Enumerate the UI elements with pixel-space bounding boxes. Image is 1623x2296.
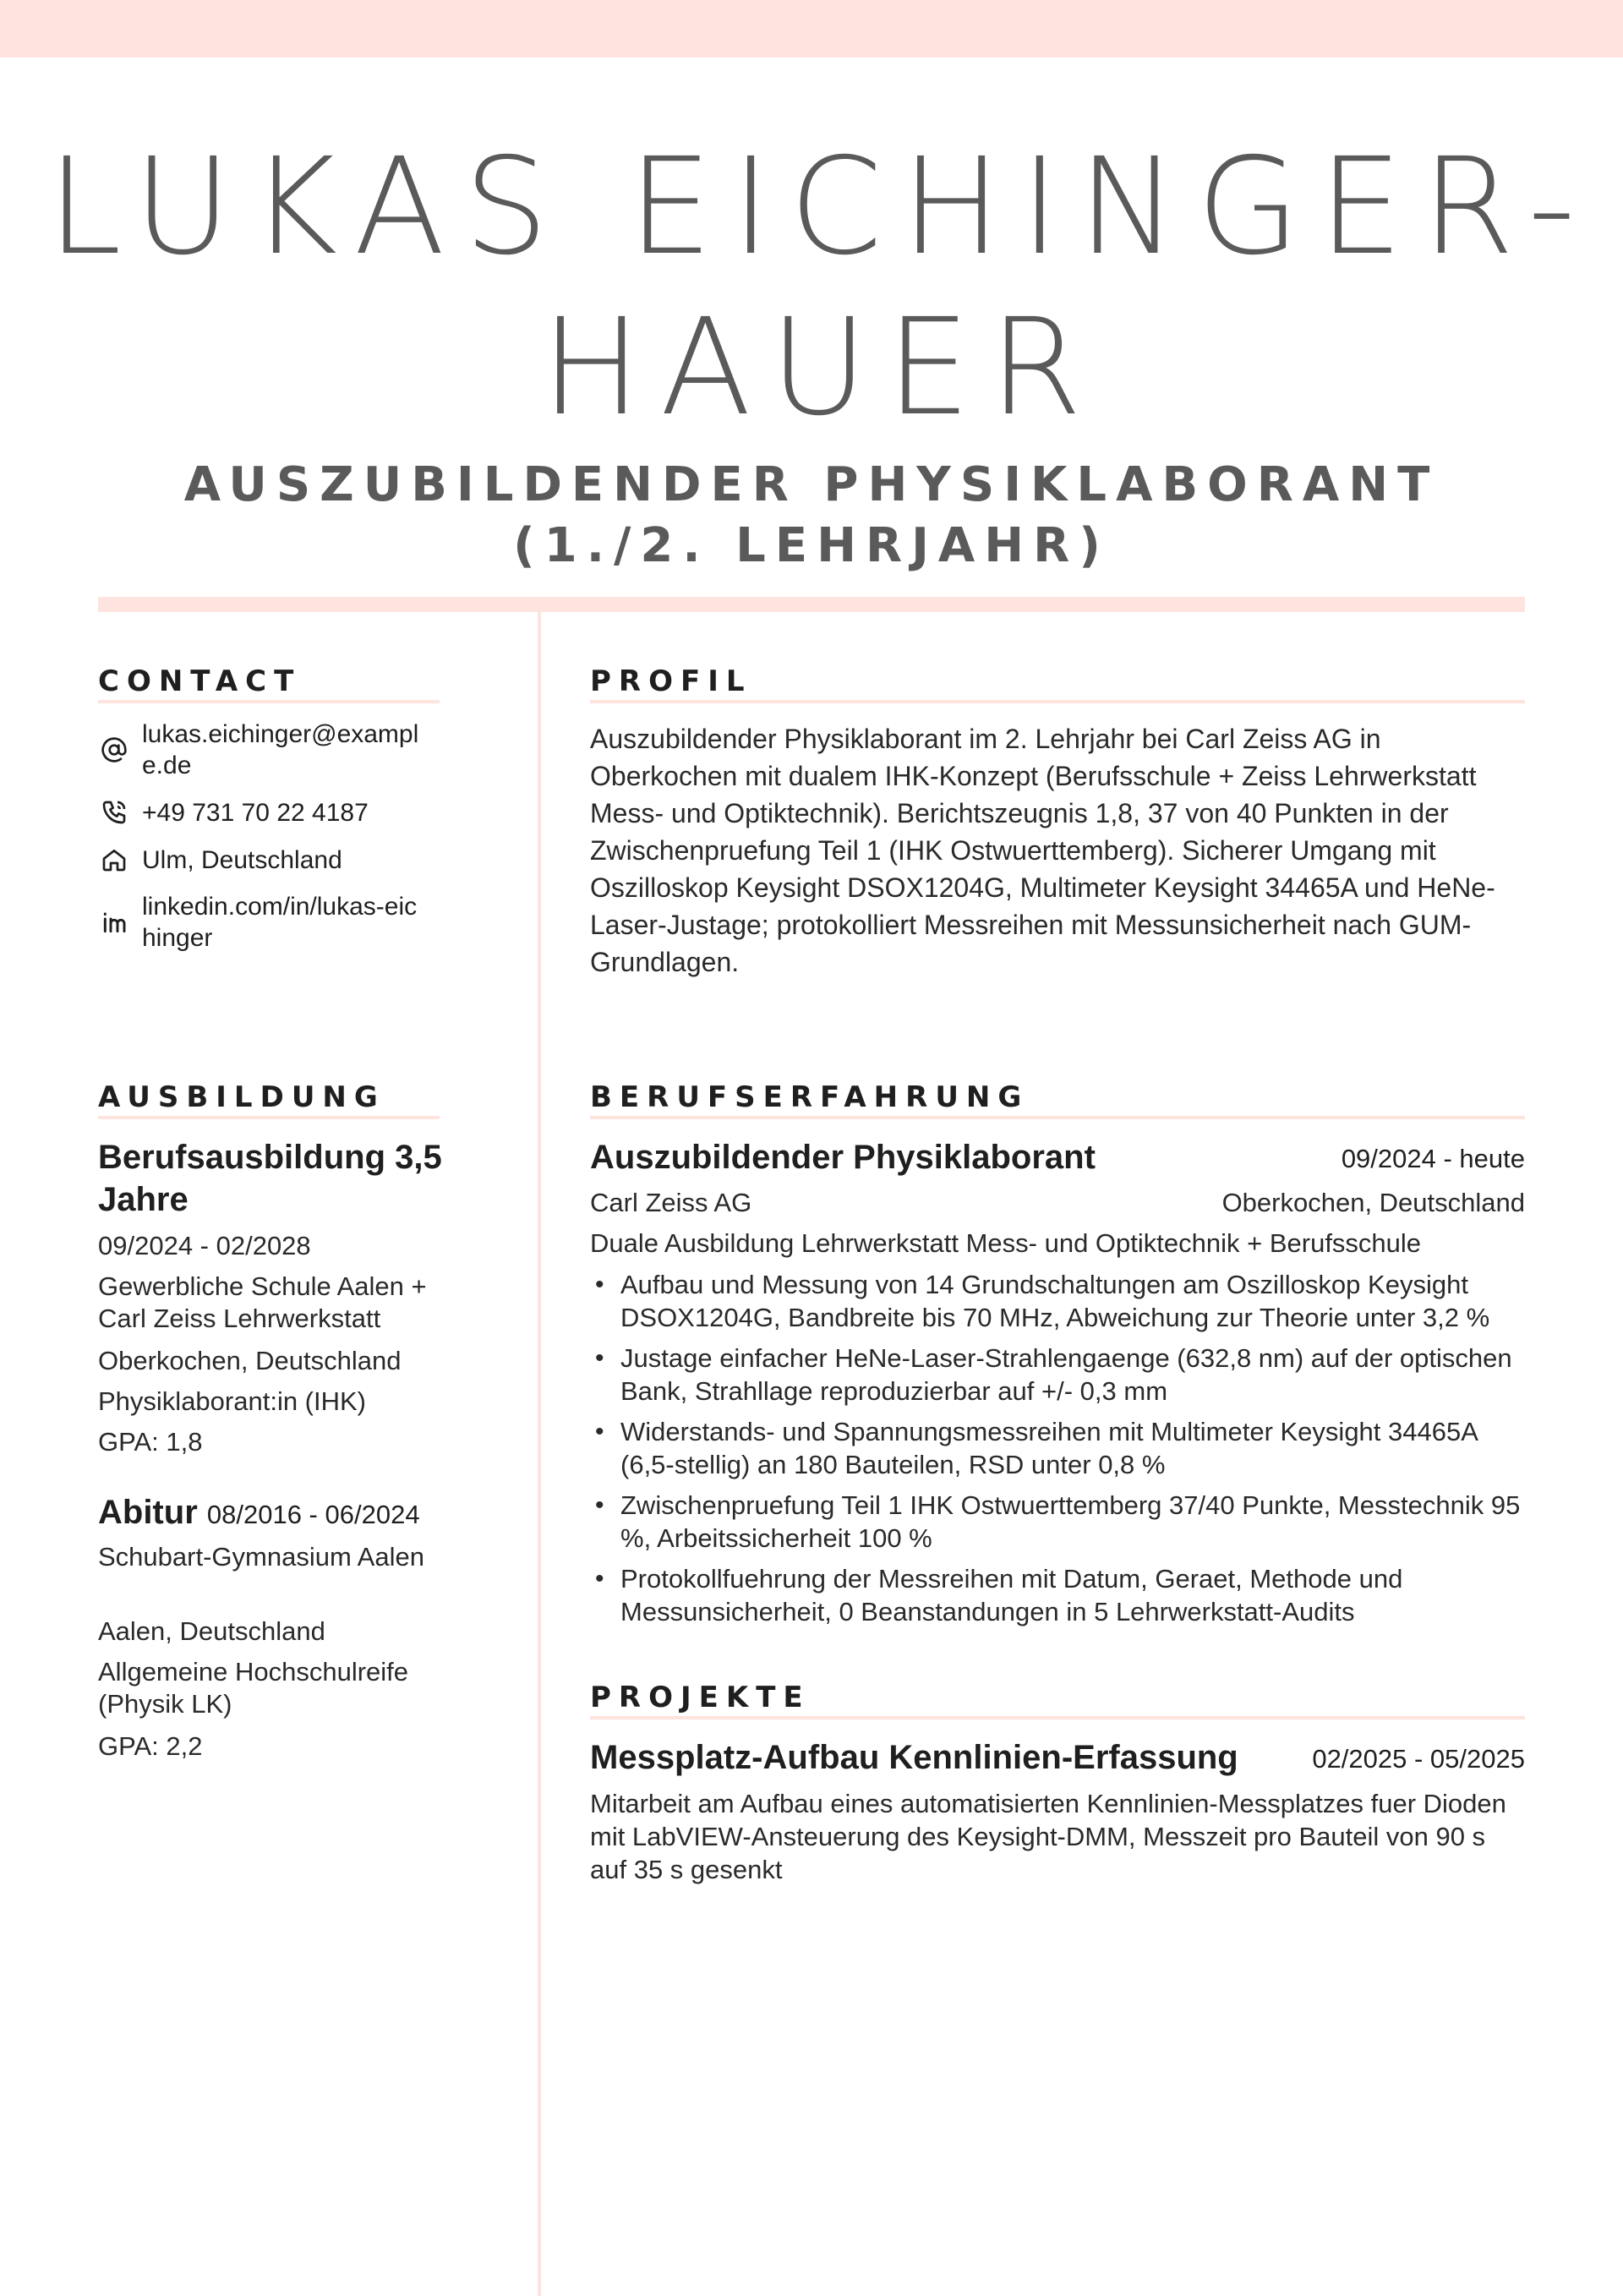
home-icon [98, 844, 130, 876]
berufserfahrung-heading: BERUFSERFAHRUNG [590, 1080, 1525, 1119]
project-date: 02/2025 - 05/2025 [1312, 1744, 1525, 1774]
job-bullet: • Widerstands- und Spannungsmessreihen mit Multimeter Keysight 34465A (6,5-stellig) an 180 Bauteilen, RSD unter 0,8 % [590, 1415, 1525, 1481]
contact-heading: CONTACT [98, 664, 440, 703]
phone-text: +49 731 70 22 4187 [142, 798, 369, 827]
job-location: Oberkochen, Deutschland [1221, 1188, 1525, 1217]
column-divider [538, 612, 541, 2296]
job-date: 09/2024 - heute [1341, 1144, 1525, 1173]
contact-phone[interactable] [98, 796, 453, 828]
profil-text: Auszubildender Physiklaborant im 2. Lehrjahr bei Carl Zeiss AG in Oberkochen mit dualem IHK-Konzept (Berufsschule + Zeiss Lehrwerkstatt Mess- und Optiktechnik). Berichtszeugnis 1,8, 37 von 40 Punkten in der Zwischenpruefung Teil 1 (IHK Ostwuerttemberg). Sicherer Umgang mit Oszilloskop Keysight DSOX1204G, Multimeter Keysight 34465A und HeNe-Laser-Justage; protokolliert Messreihen mit Messunsicherheit nach GUM-Grundlagen. [590, 724, 1495, 977]
edu-degree-2: Allgemeine Hochschulreife (Physik LK) [98, 1657, 409, 1719]
email-text: lukas.eichinger@example.de [142, 720, 419, 779]
job-bullets [590, 1268, 1525, 1636]
edu-date-2: 08/2016 - 06/2024 [206, 1500, 420, 1529]
job-summary: Duale Ausbildung Lehrwerkstatt Mess- und Optiktechnik + Berufsschule [590, 1228, 1422, 1258]
ausbildung-heading: AUSBILDUNG [98, 1080, 440, 1119]
edu-title-2: Abitur [98, 1494, 198, 1531]
edu-location-1: Oberkochen, Deutschland [98, 1346, 402, 1375]
job-title: Auszubildender Physiklaborant [590, 1139, 1096, 1176]
at-icon [98, 734, 130, 766]
job-bullet: • Protokollfuehrung der Messreihen mit Datum, Geraet, Methode und Messunsicherheit, 0 Beanstandungen in 5 Lehrwerkstatt-Audits [590, 1562, 1525, 1628]
project-text: Mitarbeit am Aufbau eines automatisierten Kennlinien-Messplatzes fuer Dioden mit LabVIEW-Ansteuerung des Keysight-DMM, Messzeit pro Bauteil von 90 s auf 35 s gesenkt [590, 1789, 1506, 1884]
name-line-2: HAUER [540, 290, 1101, 446]
linkedin-text: linkedin.com/in/lukas-eichinger [142, 893, 418, 952]
linkedin-icon [98, 906, 130, 938]
edu-gpa-1: GPA: 1,8 [98, 1427, 203, 1457]
project-title: Messplatz-Aufbau Kennlinien-Erfassung [590, 1739, 1238, 1776]
contact-location [98, 844, 453, 876]
job-bullet: • Aufbau und Messung von 14 Grundschaltungen am Oszilloskop Keysight DSOX1204G, Bandbreite bis 70 MHz, Abweichung zur Theorie unter 3,2 % [590, 1268, 1525, 1334]
job-company: Carl Zeiss AG [590, 1188, 752, 1217]
edu-location-2: Aalen, Deutschland [98, 1616, 325, 1646]
edu-title-row-2 [98, 1491, 453, 1536]
job-bullet: • Justage einfacher HeNe-Laser-Strahlengaenge (632,8 nm) auf der optischen Bank, Strahllage reproduzierbar auf +/- 0,3 mm [590, 1342, 1525, 1408]
phone-icon [98, 796, 130, 828]
resume-header [0, 127, 1623, 577]
contact-linkedin[interactable] [98, 891, 453, 954]
top-accent-bar [0, 0, 1623, 57]
location-text: Ulm, Deutschland [142, 845, 342, 874]
edu-school-1: Gewerbliche Schule Aalen + Carl Zeiss Lehrwerkstatt [98, 1271, 427, 1333]
name-line-1: LUKAS EICHINGER- [46, 129, 1595, 285]
headline: AUSZUBILDENDER PHYSIKLABORANT (1./2. LEHRJAHR) [183, 457, 1440, 573]
edu-gpa-2: GPA: 2,2 [98, 1731, 203, 1761]
edu-school-2: Schubart-Gymnasium Aalen [98, 1542, 424, 1572]
header-divider [98, 597, 1525, 612]
contact-email[interactable] [98, 719, 453, 781]
profil-heading: PROFIL [590, 664, 1525, 703]
job-bullet: • Zwischenpruefung Teil 1 IHK Ostwuerttemberg 37/40 Punkte, Messtechnik 95 %, Arbeitssicherheit 100 % [590, 1489, 1525, 1555]
projekte-heading: PROJEKTE [590, 1681, 1525, 1719]
edu-title-1: Berufsausbildung 3,5 Jahre [98, 1139, 442, 1218]
edu-degree-1: Physiklaborant:in (IHK) [98, 1386, 367, 1416]
edu-date-1: 09/2024 - 02/2028 [98, 1231, 311, 1260]
